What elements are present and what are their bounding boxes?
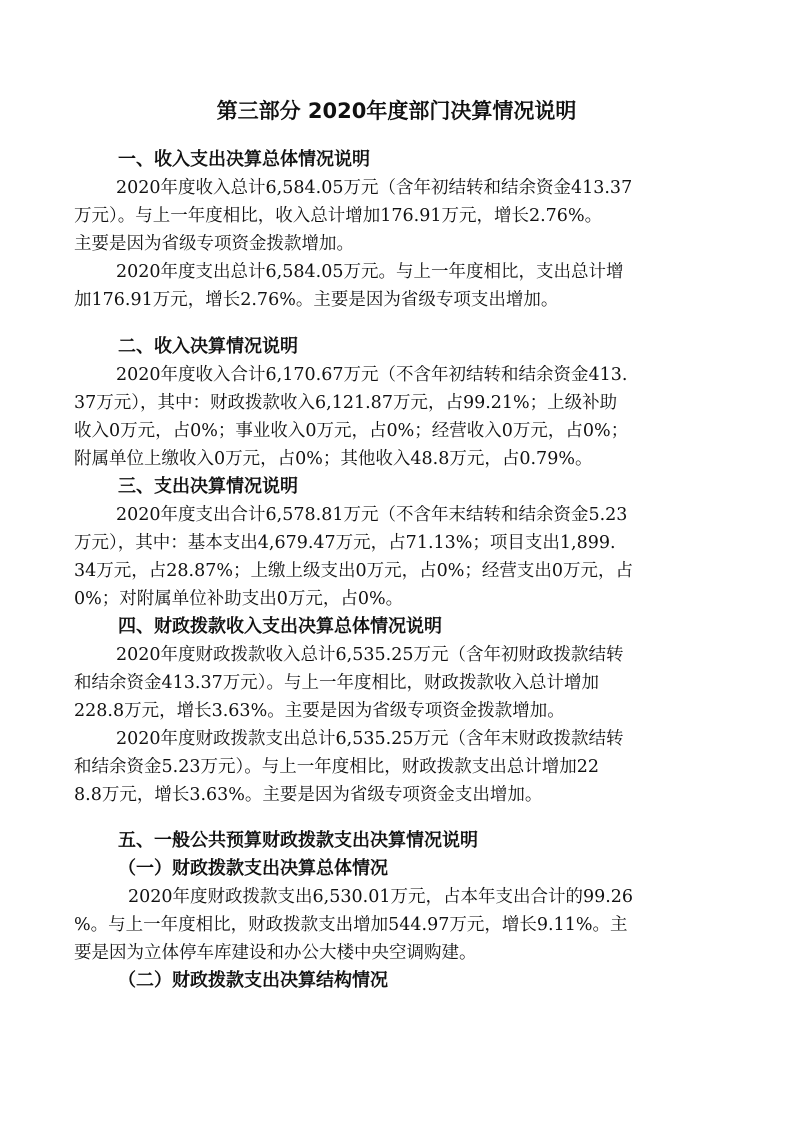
paragraph-line: 37万元），其中：财政拨款收入6,121.87万元，占99.21%；上级补助 xyxy=(74,393,618,413)
paragraph-line: 和结余资金5.23万元）。与上一年度相比，财政拨款支出总计增加22 xyxy=(74,757,599,777)
paragraph-line: 加176.91万元，增长2.76%。主要是因为省级专项支出增加。 xyxy=(74,290,559,310)
section-1-heading: 一、收入支出决算总体情况说明 xyxy=(118,149,370,170)
page-title: 第三部分 2020年度部门决算情况说明 xyxy=(216,99,577,123)
section-3-heading: 三、支出决算情况说明 xyxy=(118,476,298,497)
paragraph-line: 2020年度收入总计6,584.05万元（含年初结转和结余资金413.37 xyxy=(116,178,633,198)
subsection-1-heading: （一）财政拨款支出决算总体情况 xyxy=(118,858,388,879)
paragraph-line: 228.8万元，增长3.63%。主要是因为省级专项资金拨款增加。 xyxy=(74,701,565,721)
paragraph-line: 2020年度财政拨款支出6,530.01万元，占本年支出合计的99.26 xyxy=(128,887,634,907)
paragraph-line: 收入0万元，占0%；事业收入0万元，占0%；经营收入0万元，占0%； xyxy=(74,421,629,441)
paragraph-line: 万元），其中：基本支出4,679.47万元，占71.13%；项目支出1,899. xyxy=(74,533,616,553)
section-5-heading: 五、一般公共预算财政拨款支出决算情况说明 xyxy=(118,830,478,851)
paragraph-line: 2020年度财政拨款收入总计6,535.25万元（含年初财政拨款结转 xyxy=(116,645,624,665)
paragraph-line: 2020年度收入合计6,170.67万元（不含年初结转和结余资金413. xyxy=(116,365,628,385)
paragraph-line: 要是因为立体停车库建设和办公大楼中央空调购建。 xyxy=(74,943,477,963)
paragraph-line: 和结余资金413.37万元）。与上一年度相比，财政拨款收入总计增加 xyxy=(74,673,599,693)
paragraph-line: 0%；对附属单位补助支出0万元，占0%。 xyxy=(74,589,404,609)
paragraph-line: 2020年度支出合计6,578.81万元（不含年末结转和结余资金5.23 xyxy=(116,505,628,525)
paragraph-line: 主要是因为省级专项资金拨款增加。 xyxy=(74,234,354,254)
paragraph-line: 34万元，占28.87%；上缴上级支出0万元，占0%；经营支出0万元，占 xyxy=(74,561,634,581)
paragraph-line: %。与上一年度相比，财政拨款支出增加544.97万元，增长9.11%。主 xyxy=(74,915,628,935)
paragraph-line: 2020年度支出总计6,584.05万元。与上一年度相比，支出总计增 xyxy=(116,262,624,282)
paragraph-line: 万元）。与上一年度相比，收入总计增加176.91万元，增长2.76%。 xyxy=(74,206,603,226)
section-4-heading: 四、财政拨款收入支出决算总体情况说明 xyxy=(118,616,442,637)
paragraph-line: 2020年度财政拨款支出总计6,535.25万元（含年末财政拨款结转 xyxy=(116,729,624,749)
section-2-heading: 二、收入决算情况说明 xyxy=(118,336,298,357)
subsection-2-heading: （二）财政拨款支出决算结构情况 xyxy=(118,970,388,991)
paragraph-line: 8.8万元，增长3.63%。主要是因为省级专项资金支出增加。 xyxy=(74,785,543,805)
paragraph-line: 附属单位上缴收入0万元，占0%；其他收入48.8万元，占0.79%。 xyxy=(74,449,593,469)
